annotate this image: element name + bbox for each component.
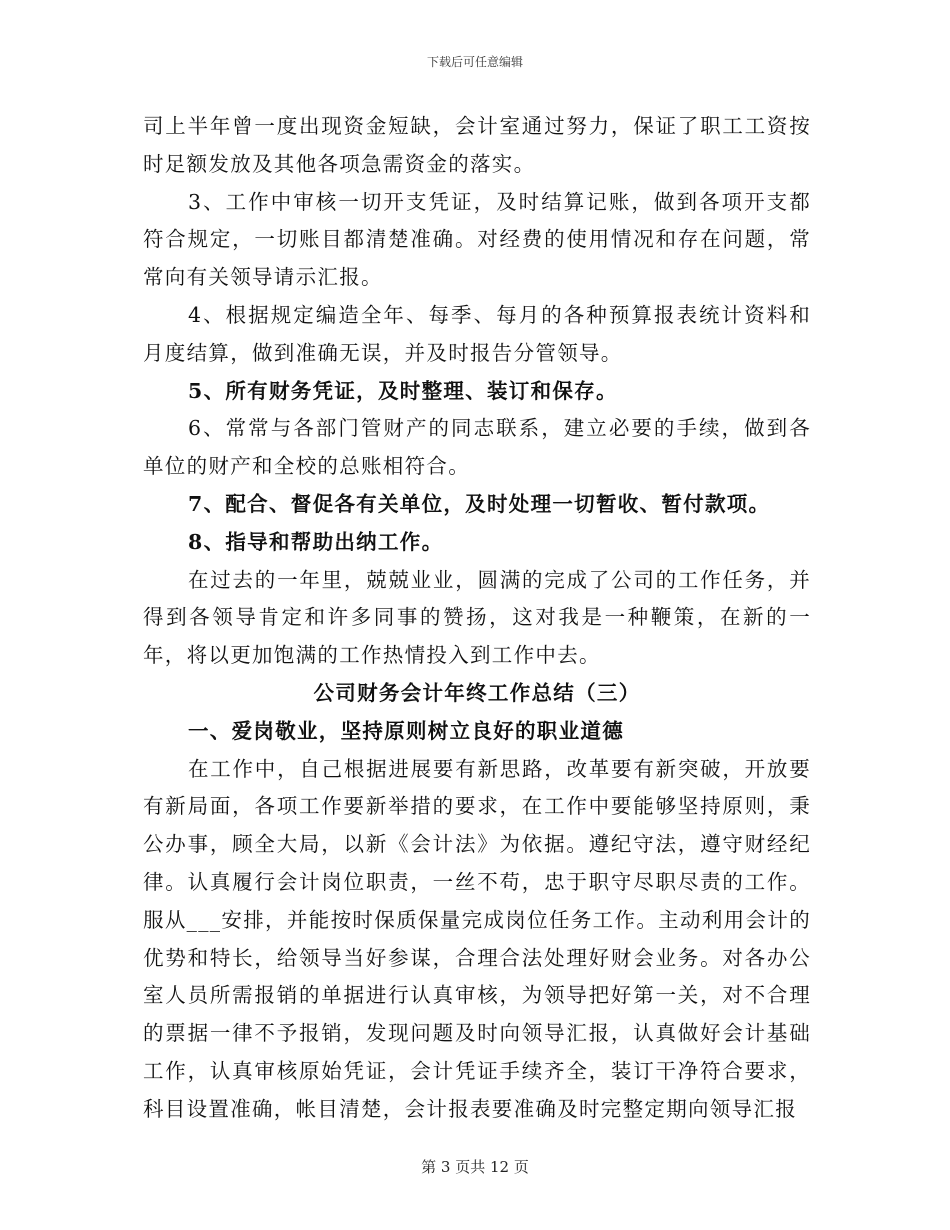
paragraph-item-6: 6、常常与各部门管财产的同志联系，建立必要的手续，做到各单位的财产和全校的总账相符合。 — [143, 416, 811, 479]
subsection-heading: 一、爱岗敬业，坚持原则树立良好的职业道德 — [188, 718, 624, 743]
paragraph-item-3: 3、工作中审核一切开支凭证，及时结算记账，做到各项开支都符合规定，一切账目都清楚准确。对经费的使用情况和存在问题，常常向有关领导请示汇报。 — [143, 189, 811, 290]
paragraph-item-7: 7、配合、督促各有关单位，及时处理一切暂收、暂付款项。 — [188, 491, 771, 516]
paragraph-item-8: 8、指导和帮助出纳工作。 — [188, 529, 444, 554]
document-body — [143, 108, 811, 1129]
paragraph-body: 在工作中，自己根据进展要有新思路，改革要有新突破，开放要有新局面，各项工作要新举措的要求，在工作中要能够坚持原则，秉公办事，顾全大局，以新《会计法》为依据。遵纪守法，遵守财经纪律。认真履行会计岗位职责，一丝不苟，忠于职守尽职尽责的工作。服从___安排，并能按时保质保量完成岗位任务工作。主动利用会计的优势和特长，给领导当好参谋，合理合法处理好财会业务。对各办公室人员所需报销的单据进行认真审核，为领导把好第一关，对不合理的票据一律不予报销，发现问题及时向领导汇报，认真做好会计基础工作，认真审核原始凭证，会计凭证手续齐全，装订干净符合要求，科目设置准确，帐目清楚，会计报表要准确及时完整定期向领导汇报 — [143, 756, 811, 1121]
paragraph-closing: 在过去的一年里，兢兢业业，圆满的完成了公司的工作任务，并得到各领导肯定和许多同事的赞扬，这对我是一种鞭策，在新的一年，将以更加饱满的工作热情投入到工作中去。 — [143, 567, 811, 668]
paragraph-continuation: 司上半年曾一度出现资金短缺，会计室通过努力，保证了职工工资按时足额发放及其他各项急需资金的落实。 — [143, 114, 811, 176]
page-header-note: 下载后可任意编辑 — [426, 55, 523, 69]
page-number: 第 3 页共 12 页 — [421, 1158, 529, 1176]
paragraph-item-4: 4、根据规定编造全年、每季、每月的各种预算报表统计资料和月度结算，做到准确无误，并及时报告分管领导。 — [143, 302, 811, 365]
paragraph-item-5: 5、所有财务凭证，及时整理、装订和保存。 — [188, 378, 618, 403]
section-title: 公司财务会计年终工作总结（三） — [313, 680, 641, 705]
